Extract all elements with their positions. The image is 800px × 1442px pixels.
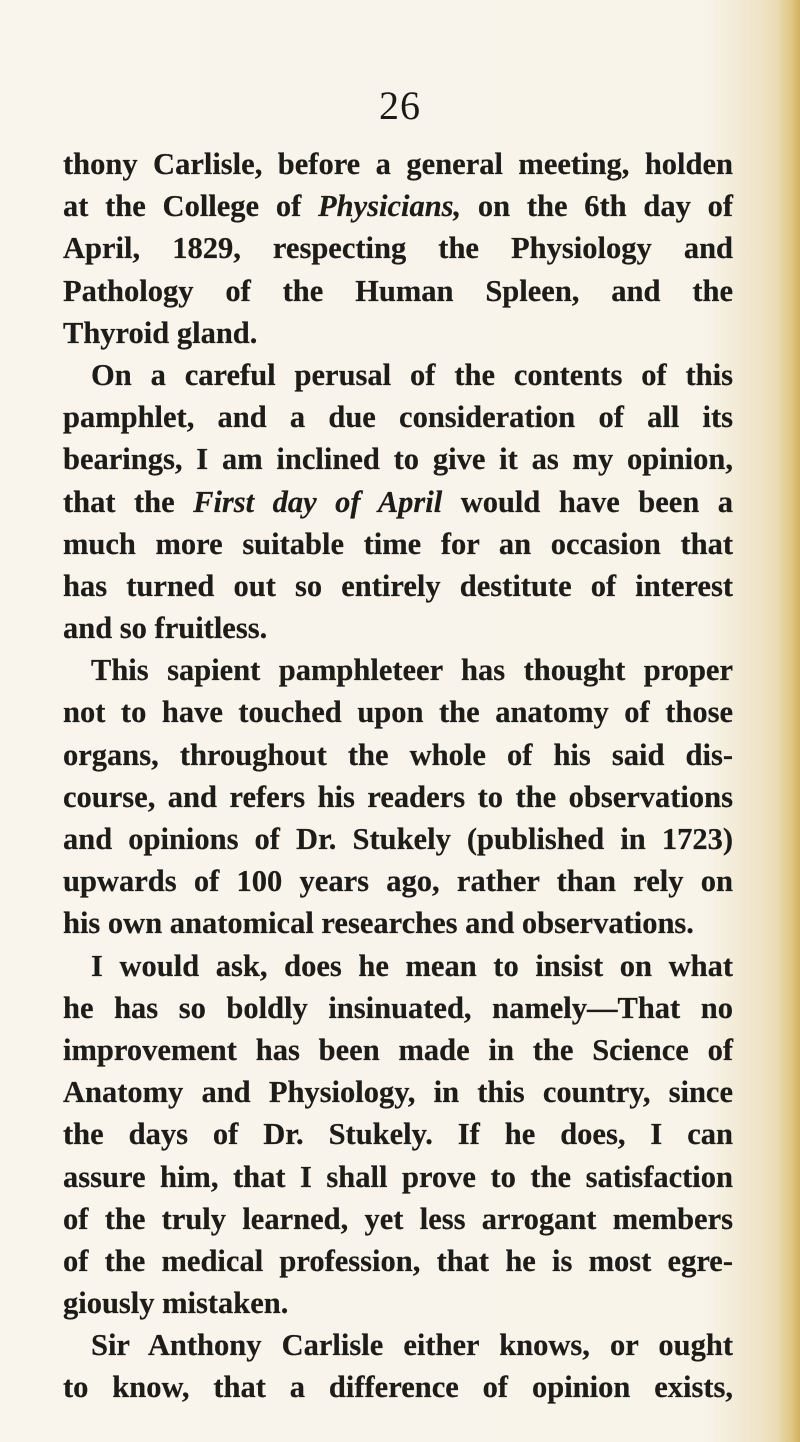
paragraph-start-line: Sir Anthony Carlisle either knows, or ought — [91, 1328, 733, 1363]
text-line: much more suitable time for an occasion that — [63, 526, 733, 561]
page-edge-shadow — [778, 0, 800, 1442]
text-line: at the College of Physicians, on the 6th day of — [63, 189, 733, 224]
body-text — [63, 143, 733, 1409]
text-line: Pathology of the Human Spleen, and the — [63, 273, 733, 308]
text-line: course, and refers his readers to the observations — [63, 779, 733, 814]
text-line: to know, that a difference of opinion exists, — [63, 1370, 733, 1405]
text-line: and so fruitless. — [63, 611, 268, 646]
text-line: of the medical profession, that he is most egre- — [63, 1243, 733, 1278]
paragraph-start-line: On a careful perusal of the contents of this — [91, 357, 733, 392]
text-line: thony Carlisle, before a general meeting, holden — [63, 147, 733, 181]
italic-phrase: First day of April — [193, 484, 443, 519]
text-line: bearings, I am inclined to give it as my opinion, — [63, 442, 733, 477]
text-line: of the truly learned, yet less arrogant members — [63, 1201, 733, 1236]
text-line: he has so boldly insinuated, namely—That no — [63, 990, 733, 1025]
text-line: pamphlet, and a due consideration of all its — [63, 400, 733, 435]
text-line: assure him, that I shall prove to the satisfaction — [63, 1159, 733, 1194]
text-line: organs, throughout the whole of his said dis- — [63, 737, 733, 772]
page-number: 26 — [379, 83, 421, 128]
text-line: not to have touched upon the anatomy of those — [63, 695, 733, 730]
text-line: April, 1829, respecting the Physiology and — [63, 231, 733, 266]
text-line: his own anatomical researches and observations. — [63, 906, 694, 941]
text-line: the days of Dr. Stukely. If he does, I can — [63, 1117, 733, 1152]
italic-phrase: Physicians, — [317, 189, 462, 224]
text-line: has turned out so entirely destitute of interest — [63, 568, 733, 603]
text-line: Anatomy and Physiology, in this country, since — [63, 1075, 733, 1110]
text-line: Thyroid gland. — [63, 315, 258, 350]
paragraph-start-line: This sapient pamphleteer has thought proper — [91, 653, 733, 688]
text-line: and opinions of Dr. Stukely (published in 1723) — [63, 822, 733, 856]
text-line: that the First day of April would have been a — [63, 484, 733, 519]
text-line: upwards of 100 years ago, rather than rely on — [63, 864, 733, 899]
paragraph-start-line: I would ask, does he mean to insist on what — [91, 948, 733, 983]
text-line: improvement has been made in the Science of — [63, 1032, 733, 1067]
text-line: giously mistaken. — [63, 1286, 289, 1321]
